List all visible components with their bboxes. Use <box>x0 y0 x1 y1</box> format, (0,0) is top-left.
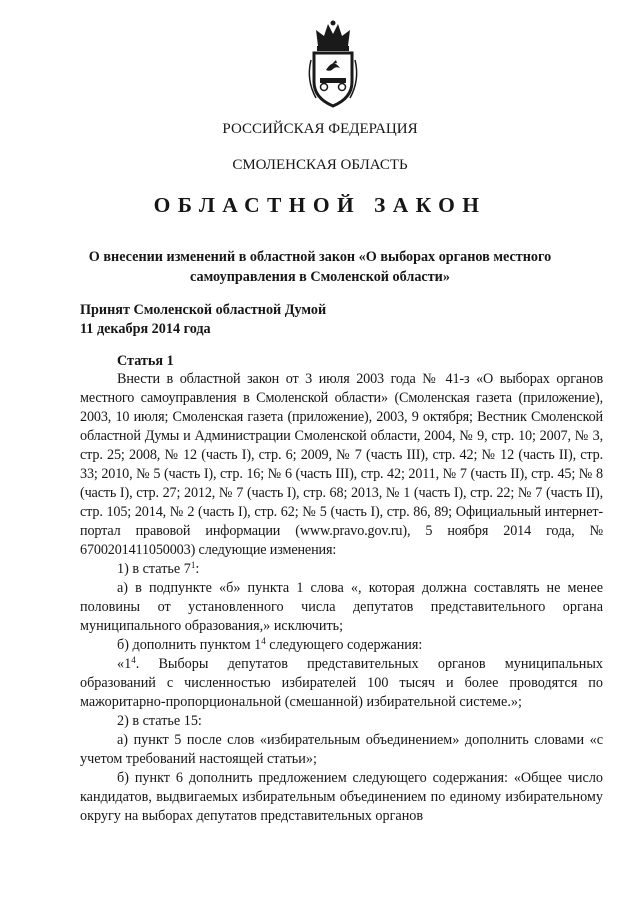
amendment-item-1b-sup: 4 <box>261 636 266 646</box>
amendment-item-2a: а) пункт 5 после слов «избирательным объединением» дополнить словами «с учетом требований настоящей статьи»; <box>80 732 603 767</box>
amendment-item-2: 2) в статье 15: <box>117 713 202 729</box>
article-heading: Статья 1 <box>117 353 174 369</box>
document-type-title: ОБЛАСТНОЙ ЗАКОН <box>153 193 487 217</box>
amendment-item-1-text: 1) в статье 7 <box>117 561 191 577</box>
quoted-new-clause <box>80 655 603 712</box>
amendment-item-1b-end: следующего содержания: <box>265 637 423 653</box>
quoted-clause-start: «1 <box>117 656 132 672</box>
quoted-clause-text: . Выборы депутатов представительных органов муниципальных образований с численностью избирателей 100 тысяч и более проводятся по мажоритарно-пропорциональной (смешанной) избирательной системе.»; <box>80 656 603 710</box>
amendment-item-1b <box>80 636 603 655</box>
subtitle-line-1: О внесении изменений в областной закон «О выборах органов местного <box>88 249 552 265</box>
subtitle-line-2: самоуправления в Смоленской области» <box>190 268 450 285</box>
article-intro-paragraph: Внести в областной закон от 3 июля 2003 года № 41-з «О выборах органов местного самоуправления в Смоленской области» (Смоленская газета (приложение), 2003, 10 июля; Смоленская газета (приложение), 2003, 9 октября; Вестник Смоленской областной Думы и Администрации Смоленской области, 2004, № 9, стр. 10; 2007, № 3, стр. 25; 2008, № 12 (часть I), стр. 6; 2009, № 7 (часть III), стр. 42; № 12 (часть II), стр. 33; 2010, № 5 (часть I), стр. 16; № 6 (часть III), стр. 42; 2011, № 7 (часть II), стр. 45; № 8 (часть I), стр. 27; 2012, № 7 (часть I), стр. 68; 2013, № 1 (часть I), стр. 22; № 7 (часть II), стр. 105; 2014, № 2 (часть I), стр. 62; № 5 (часть I), стр. 86, 89; Официальный интернет-портал правовой информации (www.pravo.gov.ru), 5 ноября 2014 года, № 6700201411050003) следующие изменения: <box>80 371 603 558</box>
quoted-clause-sup: 4 <box>131 655 136 665</box>
federation-heading: РОССИЙСКАЯ ФЕДЕРАЦИЯ <box>222 121 418 137</box>
adoption-block <box>80 301 326 339</box>
region-heading: СМОЛЕНСКАЯ ОБЛАСТЬ <box>232 157 408 173</box>
adopted-date: 11 декабря 2014 года <box>80 321 211 337</box>
amendment-item-1 <box>80 560 603 579</box>
coat-of-arms-emblem <box>302 20 364 110</box>
amendment-item-1-end: : <box>195 561 200 577</box>
amendment-item-1-sup: 1 <box>190 560 196 570</box>
amendment-item-2b: б) пункт 6 дополнить предложением следующего содержания: «Общее число кандидатов, выдвигаемых избирательным объединением по единому избирательному округу на выборах депутатов представительных органов <box>80 770 603 824</box>
amendment-item-1b-text: б) дополнить пунктом 1 <box>117 637 262 653</box>
adopted-by: Принят Смоленской областной Думой <box>80 302 327 318</box>
law-subtitle <box>0 248 640 287</box>
amendment-item-1a: а) в подпункте «б» пункта 1 слова «, которая должна составлять не менее половины от установленного числа депутатов представительного органа муниципального образования,» исключить; <box>80 580 603 634</box>
article-body <box>80 370 603 826</box>
